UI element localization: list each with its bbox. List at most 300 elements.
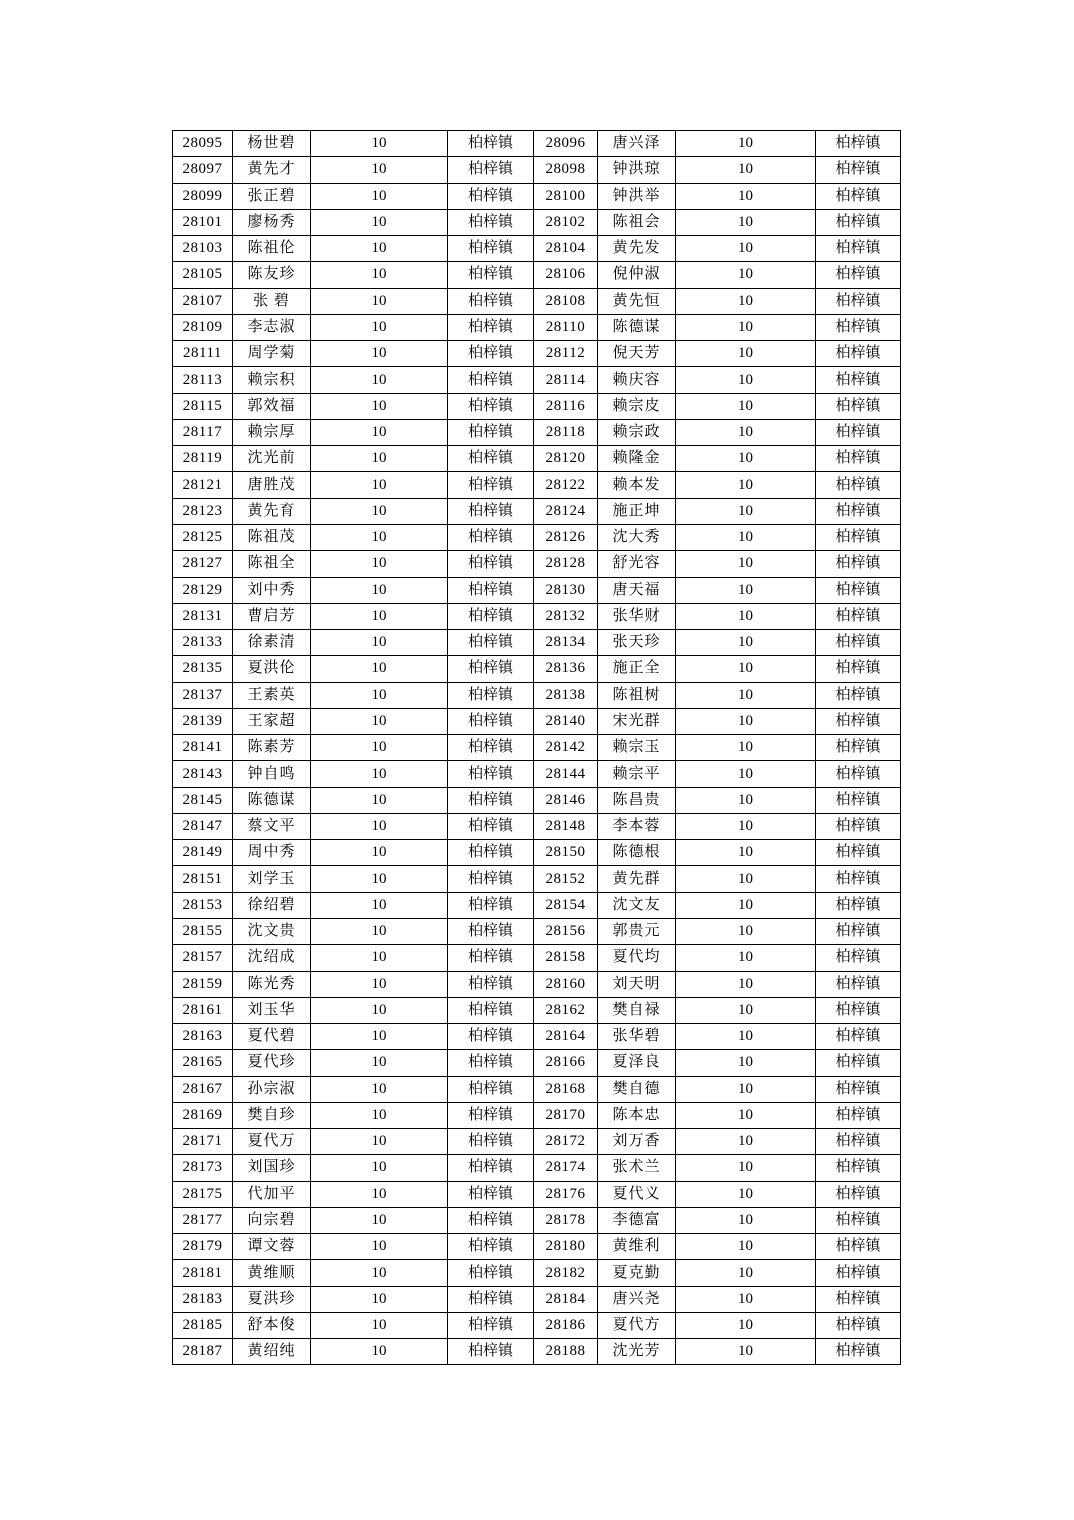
town-cell: 柏梓镇 [816,971,901,997]
amount-cell: 10 [676,1155,816,1181]
town-cell: 柏梓镇 [448,498,534,524]
table-row [173,735,901,761]
town-cell: 柏梓镇 [448,1207,534,1233]
table-row [173,1024,901,1050]
amount-cell: 10 [676,630,816,656]
serial-cell: 28146 [534,787,598,813]
amount-cell: 10 [311,1102,448,1128]
serial-cell: 28141 [173,735,233,761]
town-cell: 柏梓镇 [448,971,534,997]
serial-cell: 28186 [534,1312,598,1338]
town-cell: 柏梓镇 [816,446,901,472]
serial-cell: 28156 [534,918,598,944]
serial-cell: 28163 [173,1024,233,1050]
name-cell: 陈祖树 [598,682,676,708]
serial-cell: 28135 [173,656,233,682]
name-cell: 樊自德 [598,1076,676,1102]
town-cell: 柏梓镇 [816,524,901,550]
amount-cell: 10 [676,1050,816,1076]
town-cell: 柏梓镇 [816,341,901,367]
serial-cell: 28118 [534,419,598,445]
serial-cell: 28128 [534,551,598,577]
serial-cell: 28182 [534,1260,598,1286]
serial-cell: 28166 [534,1050,598,1076]
table-row [173,630,901,656]
town-cell: 柏梓镇 [448,945,534,971]
town-cell: 柏梓镇 [816,472,901,498]
town-cell: 柏梓镇 [448,1312,534,1338]
name-cell: 施正坤 [598,498,676,524]
name-cell: 徐绍碧 [233,892,311,918]
name-cell: 黄先才 [233,157,311,183]
town-cell: 柏梓镇 [448,1286,534,1312]
town-cell: 柏梓镇 [816,866,901,892]
table-row [173,840,901,866]
name-cell: 夏洪珍 [233,1286,311,1312]
amount-cell: 10 [311,498,448,524]
town-cell: 柏梓镇 [816,1102,901,1128]
serial-cell: 28177 [173,1207,233,1233]
town-cell: 柏梓镇 [448,840,534,866]
town-cell: 柏梓镇 [816,262,901,288]
serial-cell: 28113 [173,367,233,393]
amount-cell: 10 [676,472,816,498]
table-row [173,1286,901,1312]
name-cell: 陈德谋 [598,314,676,340]
serial-cell: 28138 [534,682,598,708]
serial-cell: 28137 [173,682,233,708]
name-cell: 代加平 [233,1181,311,1207]
serial-cell: 28178 [534,1207,598,1233]
name-cell: 沈光前 [233,446,311,472]
serial-cell: 28165 [173,1050,233,1076]
table-row [173,997,901,1023]
town-cell: 柏梓镇 [448,997,534,1023]
amount-cell: 10 [676,840,816,866]
amount-cell: 10 [311,524,448,550]
name-cell: 张华财 [598,603,676,629]
table-row [173,1050,901,1076]
name-cell: 黄维利 [598,1234,676,1260]
table-row [173,813,901,839]
serial-cell: 28168 [534,1076,598,1102]
town-cell: 柏梓镇 [448,262,534,288]
table-row [173,551,901,577]
name-cell: 赖宗政 [598,419,676,445]
amount-cell: 10 [311,1050,448,1076]
town-cell: 柏梓镇 [816,1129,901,1155]
amount-cell: 10 [676,157,816,183]
table-row [173,971,901,997]
name-cell: 李德富 [598,1207,676,1233]
amount-cell: 10 [311,630,448,656]
amount-cell: 10 [676,314,816,340]
name-cell: 刘万香 [598,1129,676,1155]
town-cell: 柏梓镇 [448,918,534,944]
town-cell: 柏梓镇 [448,236,534,262]
serial-cell: 28155 [173,918,233,944]
amount-cell: 10 [311,813,448,839]
amount-cell: 10 [676,524,816,550]
table-row [173,945,901,971]
name-cell: 陈祖茂 [233,524,311,550]
town-cell: 柏梓镇 [448,1129,534,1155]
serial-cell: 28096 [534,131,598,157]
serial-cell: 28167 [173,1076,233,1102]
table-row [173,498,901,524]
serial-cell: 28095 [173,131,233,157]
serial-cell: 28142 [534,735,598,761]
name-cell: 夏代碧 [233,1024,311,1050]
town-cell: 柏梓镇 [448,341,534,367]
amount-cell: 10 [311,997,448,1023]
name-cell: 向宗碧 [233,1207,311,1233]
serial-cell: 28106 [534,262,598,288]
amount-cell: 10 [676,393,816,419]
amount-cell: 10 [676,446,816,472]
serial-cell: 28121 [173,472,233,498]
amount-cell: 10 [311,1286,448,1312]
serial-cell: 28124 [534,498,598,524]
name-cell: 张正碧 [233,183,311,209]
town-cell: 柏梓镇 [448,367,534,393]
name-cell: 钟洪举 [598,183,676,209]
amount-cell: 10 [311,551,448,577]
name-cell: 郭效福 [233,393,311,419]
serial-cell: 28110 [534,314,598,340]
serial-cell: 28125 [173,524,233,550]
name-cell: 钟自鸣 [233,761,311,787]
amount-cell: 10 [676,735,816,761]
amount-cell: 10 [676,866,816,892]
serial-cell: 28183 [173,1286,233,1312]
name-cell: 倪天芳 [598,341,676,367]
amount-cell: 10 [676,577,816,603]
name-cell: 宋光群 [598,708,676,734]
town-cell: 柏梓镇 [816,682,901,708]
name-cell: 夏代珍 [233,1050,311,1076]
table-row [173,892,901,918]
table-row [173,446,901,472]
town-cell: 柏梓镇 [448,813,534,839]
table-row [173,236,901,262]
name-cell: 黄先育 [233,498,311,524]
name-cell: 夏泽良 [598,1050,676,1076]
amount-cell: 10 [676,971,816,997]
name-cell: 沈文友 [598,892,676,918]
amount-cell: 10 [676,183,816,209]
serial-cell: 28147 [173,813,233,839]
amount-cell: 10 [311,603,448,629]
amount-cell: 10 [676,1286,816,1312]
amount-cell: 10 [676,945,816,971]
serial-cell: 28143 [173,761,233,787]
serial-cell: 28105 [173,262,233,288]
serial-cell: 28152 [534,866,598,892]
town-cell: 柏梓镇 [816,761,901,787]
town-cell: 柏梓镇 [816,735,901,761]
town-cell: 柏梓镇 [816,603,901,629]
amount-cell: 10 [311,236,448,262]
town-cell: 柏梓镇 [816,1286,901,1312]
town-cell: 柏梓镇 [816,577,901,603]
town-cell: 柏梓镇 [448,735,534,761]
serial-cell: 28159 [173,971,233,997]
amount-cell: 10 [311,971,448,997]
table-row [173,656,901,682]
amount-cell: 10 [676,813,816,839]
table-row [173,183,901,209]
serial-cell: 28180 [534,1234,598,1260]
name-cell: 陈素芳 [233,735,311,761]
table-row [173,288,901,314]
amount-cell: 10 [311,945,448,971]
name-cell: 舒本俊 [233,1312,311,1338]
town-cell: 柏梓镇 [448,314,534,340]
table-row [173,341,901,367]
serial-cell: 28123 [173,498,233,524]
table-row [173,262,901,288]
amount-cell: 10 [311,341,448,367]
town-cell: 柏梓镇 [816,1024,901,1050]
serial-cell: 28171 [173,1129,233,1155]
town-cell: 柏梓镇 [448,131,534,157]
amount-cell: 10 [311,1234,448,1260]
serial-cell: 28099 [173,183,233,209]
name-cell: 夏克勤 [598,1260,676,1286]
amount-cell: 10 [676,787,816,813]
amount-cell: 10 [676,498,816,524]
town-cell: 柏梓镇 [448,787,534,813]
amount-cell: 10 [676,918,816,944]
serial-cell: 28116 [534,393,598,419]
amount-cell: 10 [311,708,448,734]
town-cell: 柏梓镇 [816,813,901,839]
serial-cell: 28187 [173,1339,233,1365]
town-cell: 柏梓镇 [448,708,534,734]
serial-cell: 28114 [534,367,598,393]
table-row [173,1129,901,1155]
name-cell: 赖宗厚 [233,419,311,445]
town-cell: 柏梓镇 [816,1050,901,1076]
town-cell: 柏梓镇 [448,551,534,577]
town-cell: 柏梓镇 [448,419,534,445]
serial-cell: 28175 [173,1181,233,1207]
table-row [173,1155,901,1181]
serial-cell: 28149 [173,840,233,866]
table-row [173,1076,901,1102]
town-cell: 柏梓镇 [448,603,534,629]
amount-cell: 10 [311,787,448,813]
name-cell: 陈本忠 [598,1102,676,1128]
town-cell: 柏梓镇 [448,1155,534,1181]
amount-cell: 10 [676,1234,816,1260]
table-row [173,787,901,813]
town-cell: 柏梓镇 [816,1260,901,1286]
amount-cell: 10 [676,1260,816,1286]
table-row [173,1260,901,1286]
town-cell: 柏梓镇 [816,892,901,918]
amount-cell: 10 [311,840,448,866]
town-cell: 柏梓镇 [816,183,901,209]
serial-cell: 28136 [534,656,598,682]
serial-cell: 28181 [173,1260,233,1286]
serial-cell: 28161 [173,997,233,1023]
town-cell: 柏梓镇 [816,1312,901,1338]
serial-cell: 28184 [534,1286,598,1312]
town-cell: 柏梓镇 [816,1339,901,1365]
table-row [173,761,901,787]
name-cell: 张 碧 [233,288,311,314]
serial-cell: 28188 [534,1339,598,1365]
table-row [173,866,901,892]
name-cell: 谭文蓉 [233,1234,311,1260]
name-cell: 张华碧 [598,1024,676,1050]
amount-cell: 10 [676,1181,816,1207]
amount-cell: 10 [311,1181,448,1207]
town-cell: 柏梓镇 [816,708,901,734]
name-cell: 赖宗玉 [598,735,676,761]
amount-cell: 10 [311,1312,448,1338]
serial-cell: 28164 [534,1024,598,1050]
amount-cell: 10 [676,131,816,157]
town-cell: 柏梓镇 [448,1260,534,1286]
amount-cell: 10 [311,1076,448,1102]
name-cell: 郭贵元 [598,918,676,944]
town-cell: 柏梓镇 [448,157,534,183]
town-cell: 柏梓镇 [816,787,901,813]
table-row [173,708,901,734]
serial-cell: 28115 [173,393,233,419]
town-cell: 柏梓镇 [448,1076,534,1102]
serial-cell: 28173 [173,1155,233,1181]
amount-cell: 10 [311,1155,448,1181]
amount-cell: 10 [676,892,816,918]
amount-cell: 10 [311,157,448,183]
name-cell: 孙宗淑 [233,1076,311,1102]
amount-cell: 10 [676,262,816,288]
amount-cell: 10 [311,419,448,445]
name-cell: 沈光芳 [598,1339,676,1365]
serial-cell: 28097 [173,157,233,183]
serial-cell: 28131 [173,603,233,629]
town-cell: 柏梓镇 [448,761,534,787]
town-cell: 柏梓镇 [816,393,901,419]
serial-cell: 28107 [173,288,233,314]
name-cell: 唐兴尧 [598,1286,676,1312]
serial-cell: 28153 [173,892,233,918]
amount-cell: 10 [311,472,448,498]
table-row [173,1234,901,1260]
amount-cell: 10 [676,419,816,445]
name-cell: 唐天福 [598,577,676,603]
amount-cell: 10 [676,1024,816,1050]
serial-cell: 28145 [173,787,233,813]
table-row [173,682,901,708]
table-row [173,1339,901,1365]
town-cell: 柏梓镇 [448,209,534,235]
name-cell: 曹启芳 [233,603,311,629]
name-cell: 陈昌贵 [598,787,676,813]
roster-table [172,130,901,1365]
serial-cell: 28185 [173,1312,233,1338]
amount-cell: 10 [311,1339,448,1365]
amount-cell: 10 [676,1129,816,1155]
table-row [173,524,901,550]
name-cell: 夏代方 [598,1312,676,1338]
town-cell: 柏梓镇 [448,630,534,656]
name-cell: 唐兴泽 [598,131,676,157]
town-cell: 柏梓镇 [448,1339,534,1365]
town-cell: 柏梓镇 [816,630,901,656]
serial-cell: 28150 [534,840,598,866]
amount-cell: 10 [311,761,448,787]
town-cell: 柏梓镇 [816,1155,901,1181]
serial-cell: 28130 [534,577,598,603]
amount-cell: 10 [311,1024,448,1050]
name-cell: 樊自珍 [233,1102,311,1128]
serial-cell: 28154 [534,892,598,918]
amount-cell: 10 [676,682,816,708]
amount-cell: 10 [676,708,816,734]
amount-cell: 10 [311,577,448,603]
amount-cell: 10 [676,236,816,262]
amount-cell: 10 [676,1102,816,1128]
name-cell: 陈祖会 [598,209,676,235]
serial-cell: 28144 [534,761,598,787]
town-cell: 柏梓镇 [448,524,534,550]
amount-cell: 10 [311,1207,448,1233]
name-cell: 王素英 [233,682,311,708]
table-row [173,367,901,393]
table-row [173,314,901,340]
name-cell: 沈绍成 [233,945,311,971]
town-cell: 柏梓镇 [448,446,534,472]
name-cell: 倪仲淑 [598,262,676,288]
serial-cell: 28148 [534,813,598,839]
table-row [173,918,901,944]
name-cell: 张天珍 [598,630,676,656]
name-cell: 陈友珍 [233,262,311,288]
name-cell: 夏代义 [598,1181,676,1207]
name-cell: 陈祖伦 [233,236,311,262]
town-cell: 柏梓镇 [448,183,534,209]
name-cell: 赖宗平 [598,761,676,787]
serial-cell: 28134 [534,630,598,656]
name-cell: 陈光秀 [233,971,311,997]
table-row [173,1207,901,1233]
name-cell: 张术兰 [598,1155,676,1181]
town-cell: 柏梓镇 [448,393,534,419]
serial-cell: 28103 [173,236,233,262]
table-row [173,577,901,603]
serial-cell: 28160 [534,971,598,997]
amount-cell: 10 [311,1260,448,1286]
amount-cell: 10 [676,367,816,393]
serial-cell: 28129 [173,577,233,603]
name-cell: 夏代均 [598,945,676,971]
town-cell: 柏梓镇 [816,498,901,524]
table-row [173,1102,901,1128]
name-cell: 黄先恒 [598,288,676,314]
serial-cell: 28169 [173,1102,233,1128]
town-cell: 柏梓镇 [816,918,901,944]
town-cell: 柏梓镇 [448,656,534,682]
name-cell: 舒光容 [598,551,676,577]
amount-cell: 10 [311,183,448,209]
amount-cell: 10 [676,551,816,577]
town-cell: 柏梓镇 [448,472,534,498]
